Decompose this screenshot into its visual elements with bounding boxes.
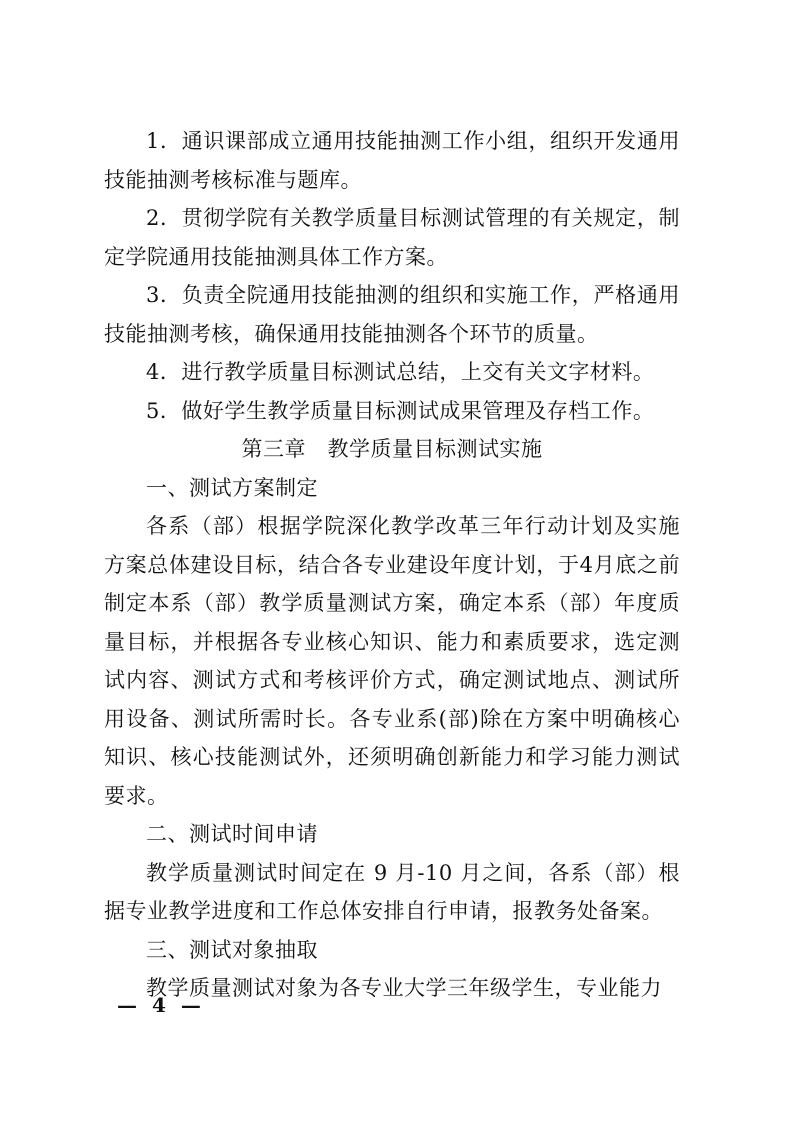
list-item-1: 1．通识课部成立通用技能抽测工作小组，组织开发通用技能抽测考核标准与题库。 [104, 129, 680, 192]
page-content [104, 122, 680, 1008]
list-item-2: 2．贯彻学院有关教学质量目标测试管理的有关规定，制定学院通用技能抽测具体工作方案。 [104, 206, 680, 269]
section-heading-2: 二、测试时间申请 [146, 822, 318, 846]
chapter-title: 第三章 教学质量目标测试实施 [241, 437, 543, 461]
section-body-3: 教学质量测试对象为各专业大学三年级学生，专业能力 [146, 976, 662, 1000]
section-body-1: 各系（部）根据学院深化教学改革三年行动计划及实施方案总体建设目标，结合各专业建设年度计划，于4月底之前制定本系（部）教学质量测试方案，确定本系（部）年度质量目标，并根据各专业核心知识、能力和素质要求，选定测试内容、测试方式和考核评价方式，确定测试地点、测试所用设备、测试所需时长。各专业系(部)除在方案中明确核心知识、核心技能测试外，还须明确创新能力和学习能力测试要求。 [104, 514, 680, 808]
list-item-4: 4．进行教学质量目标测试总结，上交有关文字材料。 [146, 360, 655, 384]
page-number: — 4 — [117, 993, 205, 1017]
section-heading-3: 三、测试对象抽取 [146, 937, 318, 962]
list-item-5: 5．做好学生教学质量目标测试成果管理及存档工作。 [146, 398, 655, 423]
section-body-2: 教学质量测试时间定在 9 月-10 月之间，各系（部）根据专业教学进度和工作总体安排自行申请，报教务处备案。 [104, 860, 680, 923]
section-heading-1: 一、测试方案制定 [146, 475, 318, 500]
list-item-3: 3．负责全院通用技能抽测的组织和实施工作，严格通用技能抽测考核，确保通用技能抽测各个环节的质量。 [104, 283, 680, 346]
